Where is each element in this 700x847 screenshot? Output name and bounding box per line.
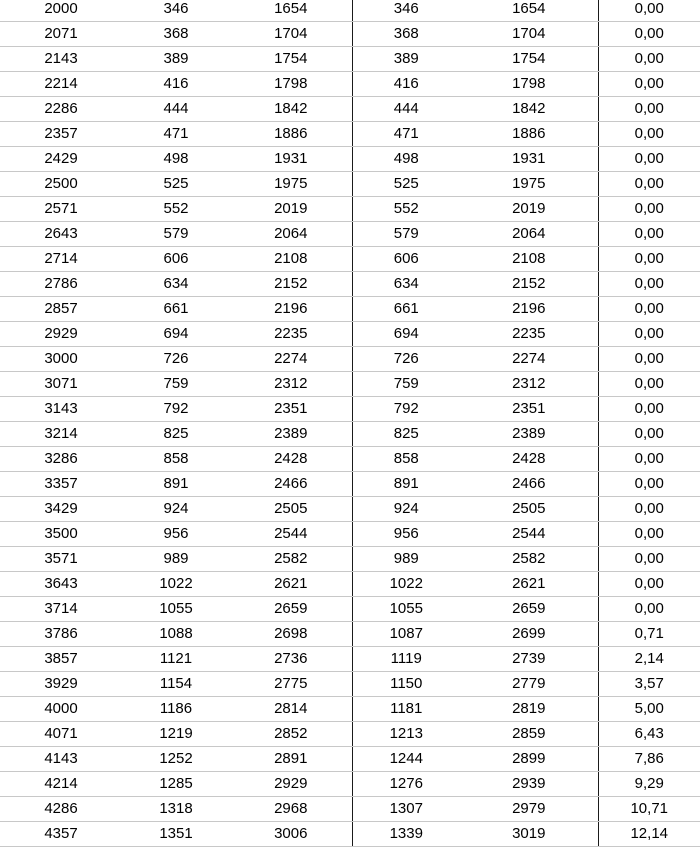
cell-col-f[interactable]: 3,57 [598, 672, 700, 697]
cell-col-d[interactable]: 956 [352, 522, 460, 547]
cell-col-a[interactable]: 4286 [0, 797, 122, 822]
cell-col-f[interactable]: 0,00 [598, 397, 700, 422]
cell-col-c[interactable]: 2659 [230, 597, 352, 622]
cell-col-e[interactable]: 2819 [460, 697, 598, 722]
cell-col-e[interactable]: 2274 [460, 347, 598, 372]
cell-col-b[interactable]: 346 [122, 0, 230, 22]
cell-col-e[interactable]: 2152 [460, 272, 598, 297]
cell-col-c[interactable]: 2019 [230, 197, 352, 222]
cell-col-e[interactable]: 2939 [460, 772, 598, 797]
cell-col-a[interactable]: 4357 [0, 822, 122, 847]
cell-col-b[interactable]: 924 [122, 497, 230, 522]
cell-col-e[interactable]: 2621 [460, 572, 598, 597]
cell-col-b[interactable]: 471 [122, 122, 230, 147]
cell-col-b[interactable]: 1219 [122, 722, 230, 747]
cell-col-e[interactable]: 2979 [460, 797, 598, 822]
cell-col-a[interactable]: 3786 [0, 622, 122, 647]
cell-col-b[interactable]: 1285 [122, 772, 230, 797]
cell-col-f[interactable]: 0,00 [598, 172, 700, 197]
cell-col-d[interactable]: 858 [352, 447, 460, 472]
cell-col-a[interactable]: 3714 [0, 597, 122, 622]
table-row [0, 672, 700, 697]
cell-col-d[interactable]: 924 [352, 497, 460, 522]
cell-col-c[interactable]: 1798 [230, 72, 352, 97]
table-row [0, 222, 700, 247]
cell-col-b[interactable]: 661 [122, 297, 230, 322]
cell-col-b[interactable]: 606 [122, 247, 230, 272]
cell-col-c[interactable]: 2389 [230, 422, 352, 447]
cell-col-f[interactable]: 2,14 [598, 647, 700, 672]
cell-col-a[interactable]: 2143 [0, 47, 122, 72]
cell-col-c[interactable]: 1654 [230, 0, 352, 22]
cell-col-a[interactable]: 3643 [0, 572, 122, 597]
cell-col-c[interactable]: 1931 [230, 147, 352, 172]
cell-col-f[interactable]: 0,00 [598, 297, 700, 322]
cell-col-e[interactable]: 2428 [460, 447, 598, 472]
cell-col-d[interactable]: 661 [352, 297, 460, 322]
cell-col-f[interactable]: 0,00 [598, 572, 700, 597]
cell-col-b[interactable]: 858 [122, 447, 230, 472]
cell-col-d[interactable]: 368 [352, 22, 460, 47]
cell-col-d[interactable]: 1087 [352, 622, 460, 647]
cell-col-b[interactable]: 1088 [122, 622, 230, 647]
cell-col-f[interactable]: 0,00 [598, 472, 700, 497]
cell-col-b[interactable]: 726 [122, 347, 230, 372]
cell-col-a[interactable]: 3429 [0, 497, 122, 522]
cell-col-c[interactable]: 1754 [230, 47, 352, 72]
cell-col-a[interactable]: 2571 [0, 197, 122, 222]
cell-col-d[interactable]: 552 [352, 197, 460, 222]
cell-col-c[interactable]: 2312 [230, 372, 352, 397]
cell-col-f[interactable]: 0,00 [598, 447, 700, 472]
cell-col-d[interactable]: 1244 [352, 747, 460, 772]
cell-col-e[interactable]: 2064 [460, 222, 598, 247]
cell-col-c[interactable]: 3006 [230, 822, 352, 847]
cell-col-b[interactable]: 1022 [122, 572, 230, 597]
table-row [0, 472, 700, 497]
cell-col-d[interactable]: 1055 [352, 597, 460, 622]
cell-col-e[interactable]: 2582 [460, 547, 598, 572]
cell-col-e[interactable]: 2312 [460, 372, 598, 397]
cell-col-d[interactable]: 1119 [352, 647, 460, 672]
cell-col-f[interactable]: 0,00 [598, 597, 700, 622]
cell-col-c[interactable]: 2196 [230, 297, 352, 322]
cell-col-b[interactable]: 579 [122, 222, 230, 247]
cell-col-d[interactable]: 525 [352, 172, 460, 197]
cell-col-b[interactable]: 694 [122, 322, 230, 347]
cell-col-f[interactable]: 0,00 [598, 147, 700, 172]
cell-col-c[interactable]: 2274 [230, 347, 352, 372]
cell-col-a[interactable]: 2643 [0, 222, 122, 247]
cell-col-f[interactable]: 0,00 [598, 422, 700, 447]
table-row [0, 322, 700, 347]
table-row [0, 197, 700, 222]
cell-col-d[interactable]: 825 [352, 422, 460, 447]
table-row [0, 497, 700, 522]
cell-col-c[interactable]: 2064 [230, 222, 352, 247]
cell-col-c[interactable]: 2736 [230, 647, 352, 672]
cell-col-c[interactable]: 2428 [230, 447, 352, 472]
cell-col-f[interactable]: 0,00 [598, 222, 700, 247]
cell-col-b[interactable]: 825 [122, 422, 230, 447]
cell-col-f[interactable]: 5,00 [598, 697, 700, 722]
table-row [0, 697, 700, 722]
cell-col-c[interactable]: 2852 [230, 722, 352, 747]
table-row [0, 397, 700, 422]
cell-col-c[interactable]: 2621 [230, 572, 352, 597]
cell-col-a[interactable]: 2500 [0, 172, 122, 197]
table-row [0, 572, 700, 597]
cell-col-b[interactable]: 759 [122, 372, 230, 397]
cell-col-e[interactable]: 2899 [460, 747, 598, 772]
cell-col-e[interactable]: 2389 [460, 422, 598, 447]
table-row [0, 47, 700, 72]
cell-col-f[interactable]: 10,71 [598, 797, 700, 822]
cell-col-e[interactable]: 1931 [460, 147, 598, 172]
cell-col-d[interactable]: 792 [352, 397, 460, 422]
cell-col-a[interactable]: 3214 [0, 422, 122, 447]
cell-col-d[interactable]: 498 [352, 147, 460, 172]
cell-col-e[interactable]: 2779 [460, 672, 598, 697]
table-row [0, 522, 700, 547]
cell-col-d[interactable]: 1276 [352, 772, 460, 797]
cell-col-b[interactable]: 1252 [122, 747, 230, 772]
cell-col-f[interactable]: 0,00 [598, 197, 700, 222]
cell-col-f[interactable]: 0,00 [598, 122, 700, 147]
cell-col-b[interactable]: 989 [122, 547, 230, 572]
table-row [0, 147, 700, 172]
cell-col-f[interactable]: 0,00 [598, 547, 700, 572]
cell-col-f[interactable]: 0,00 [598, 97, 700, 122]
cell-col-c[interactable]: 2235 [230, 322, 352, 347]
cell-col-d[interactable]: 416 [352, 72, 460, 97]
cell-col-b[interactable]: 1186 [122, 697, 230, 722]
cell-col-e[interactable]: 1704 [460, 22, 598, 47]
cell-col-c[interactable]: 1842 [230, 97, 352, 122]
table-row [0, 547, 700, 572]
cell-col-f[interactable]: 0,71 [598, 622, 700, 647]
cell-col-a[interactable]: 3929 [0, 672, 122, 697]
table-row [0, 747, 700, 772]
cell-col-b[interactable]: 368 [122, 22, 230, 47]
cell-col-e[interactable]: 2235 [460, 322, 598, 347]
cell-col-a[interactable]: 2000 [0, 0, 122, 22]
cell-col-c[interactable]: 2814 [230, 697, 352, 722]
cell-col-f[interactable]: 0,00 [598, 372, 700, 397]
table-row [0, 272, 700, 297]
table-row [0, 447, 700, 472]
cell-col-a[interactable]: 4143 [0, 747, 122, 772]
cell-col-f[interactable]: 0,00 [598, 347, 700, 372]
cell-col-d[interactable]: 634 [352, 272, 460, 297]
cell-col-b[interactable]: 1121 [122, 647, 230, 672]
cell-col-e[interactable]: 2544 [460, 522, 598, 547]
table-row [0, 122, 700, 147]
cell-col-a[interactable]: 3357 [0, 472, 122, 497]
cell-col-c[interactable]: 2775 [230, 672, 352, 697]
table-row [0, 622, 700, 647]
cell-col-d[interactable]: 606 [352, 247, 460, 272]
cell-col-c[interactable]: 2152 [230, 272, 352, 297]
cell-col-f[interactable]: 12,14 [598, 822, 700, 847]
cell-col-c[interactable]: 1704 [230, 22, 352, 47]
cell-col-d[interactable]: 346 [352, 0, 460, 22]
cell-col-f[interactable]: 0,00 [598, 72, 700, 97]
cell-col-a[interactable]: 3500 [0, 522, 122, 547]
table-row [0, 247, 700, 272]
cell-col-b[interactable]: 1351 [122, 822, 230, 847]
cell-col-e[interactable]: 2859 [460, 722, 598, 747]
cell-col-c[interactable]: 2582 [230, 547, 352, 572]
cell-col-a[interactable]: 2929 [0, 322, 122, 347]
cell-col-d[interactable]: 389 [352, 47, 460, 72]
table-row [0, 0, 700, 22]
cell-col-c[interactable]: 2351 [230, 397, 352, 422]
cell-col-f[interactable]: 0,00 [598, 322, 700, 347]
cell-col-b[interactable]: 891 [122, 472, 230, 497]
cell-col-a[interactable]: 4000 [0, 697, 122, 722]
cell-col-e[interactable]: 2466 [460, 472, 598, 497]
cell-col-a[interactable]: 2786 [0, 272, 122, 297]
cell-col-b[interactable]: 1154 [122, 672, 230, 697]
cell-col-d[interactable]: 891 [352, 472, 460, 497]
cell-col-a[interactable]: 2714 [0, 247, 122, 272]
cell-col-a[interactable]: 4214 [0, 772, 122, 797]
cell-col-b[interactable]: 792 [122, 397, 230, 422]
cell-col-d[interactable]: 579 [352, 222, 460, 247]
cell-col-e[interactable]: 2108 [460, 247, 598, 272]
table-row [0, 172, 700, 197]
cell-col-e[interactable]: 2351 [460, 397, 598, 422]
cell-col-c[interactable]: 2108 [230, 247, 352, 272]
cell-col-a[interactable]: 2071 [0, 22, 122, 47]
cell-col-e[interactable]: 2659 [460, 597, 598, 622]
cell-col-e[interactable]: 1975 [460, 172, 598, 197]
table-row [0, 97, 700, 122]
cell-col-a[interactable]: 2286 [0, 97, 122, 122]
table-row [0, 22, 700, 47]
cell-col-c[interactable]: 2505 [230, 497, 352, 522]
cell-col-d[interactable]: 1213 [352, 722, 460, 747]
cell-col-d[interactable]: 1150 [352, 672, 460, 697]
cell-col-f[interactable]: 0,00 [598, 47, 700, 72]
cell-col-c[interactable]: 2929 [230, 772, 352, 797]
cell-col-a[interactable]: 2429 [0, 147, 122, 172]
cell-col-c[interactable]: 2891 [230, 747, 352, 772]
cell-col-a[interactable]: 3286 [0, 447, 122, 472]
cell-col-b[interactable]: 634 [122, 272, 230, 297]
cell-col-d[interactable]: 759 [352, 372, 460, 397]
cell-col-b[interactable]: 444 [122, 97, 230, 122]
table-row [0, 297, 700, 322]
cell-col-f[interactable]: 0,00 [598, 22, 700, 47]
table-row [0, 797, 700, 822]
cell-col-a[interactable]: 3571 [0, 547, 122, 572]
cell-col-f[interactable]: 6,43 [598, 722, 700, 747]
cell-col-f[interactable]: 0,00 [598, 497, 700, 522]
table-row [0, 722, 700, 747]
cell-col-e[interactable]: 1754 [460, 47, 598, 72]
cell-col-e[interactable]: 1654 [460, 0, 598, 22]
cell-col-e[interactable]: 2699 [460, 622, 598, 647]
cell-col-f[interactable]: 0,00 [598, 247, 700, 272]
cell-col-c[interactable]: 2698 [230, 622, 352, 647]
cell-col-a[interactable]: 3143 [0, 397, 122, 422]
table-row [0, 72, 700, 97]
cell-col-d[interactable]: 1022 [352, 572, 460, 597]
cell-col-b[interactable]: 498 [122, 147, 230, 172]
table-row [0, 347, 700, 372]
cell-col-a[interactable]: 2214 [0, 72, 122, 97]
cell-col-d[interactable]: 1307 [352, 797, 460, 822]
cell-col-f[interactable]: 0,00 [598, 522, 700, 547]
table-row [0, 822, 700, 847]
cell-col-a[interactable]: 2857 [0, 297, 122, 322]
table-row [0, 372, 700, 397]
cell-col-e[interactable]: 3019 [460, 822, 598, 847]
table-row [0, 772, 700, 797]
cell-col-e[interactable]: 1798 [460, 72, 598, 97]
cell-col-c[interactable]: 2968 [230, 797, 352, 822]
cell-col-e[interactable]: 2019 [460, 197, 598, 222]
cell-col-a[interactable]: 4071 [0, 722, 122, 747]
cell-col-f[interactable]: 9,29 [598, 772, 700, 797]
table-row [0, 422, 700, 447]
table-row [0, 597, 700, 622]
cell-col-d[interactable]: 726 [352, 347, 460, 372]
cell-col-e[interactable]: 2739 [460, 647, 598, 672]
cell-col-e[interactable]: 1842 [460, 97, 598, 122]
cell-col-b[interactable]: 1318 [122, 797, 230, 822]
cell-col-a[interactable]: 3071 [0, 372, 122, 397]
cell-col-a[interactable]: 3000 [0, 347, 122, 372]
cell-col-d[interactable]: 1339 [352, 822, 460, 847]
cell-col-d[interactable]: 1181 [352, 697, 460, 722]
cell-col-b[interactable]: 956 [122, 522, 230, 547]
cell-col-f[interactable]: 0,00 [598, 272, 700, 297]
cell-col-e[interactable]: 2196 [460, 297, 598, 322]
cell-col-e[interactable]: 2505 [460, 497, 598, 522]
cell-col-b[interactable]: 525 [122, 172, 230, 197]
cell-col-f[interactable]: 7,86 [598, 747, 700, 772]
cell-col-b[interactable]: 552 [122, 197, 230, 222]
cell-col-d[interactable]: 989 [352, 547, 460, 572]
cell-col-c[interactable]: 2466 [230, 472, 352, 497]
cell-col-d[interactable]: 444 [352, 97, 460, 122]
cell-col-d[interactable]: 471 [352, 122, 460, 147]
cell-col-a[interactable]: 2357 [0, 122, 122, 147]
cell-col-b[interactable]: 416 [122, 72, 230, 97]
cell-col-b[interactable]: 1055 [122, 597, 230, 622]
cell-col-e[interactable]: 1886 [460, 122, 598, 147]
cell-col-b[interactable]: 389 [122, 47, 230, 72]
cell-col-c[interactable]: 1886 [230, 122, 352, 147]
cell-col-c[interactable]: 1975 [230, 172, 352, 197]
cell-col-c[interactable]: 2544 [230, 522, 352, 547]
cell-col-a[interactable]: 3857 [0, 647, 122, 672]
cell-col-d[interactable]: 694 [352, 322, 460, 347]
table-row [0, 647, 700, 672]
cell-col-f[interactable]: 0,00 [598, 0, 700, 22]
